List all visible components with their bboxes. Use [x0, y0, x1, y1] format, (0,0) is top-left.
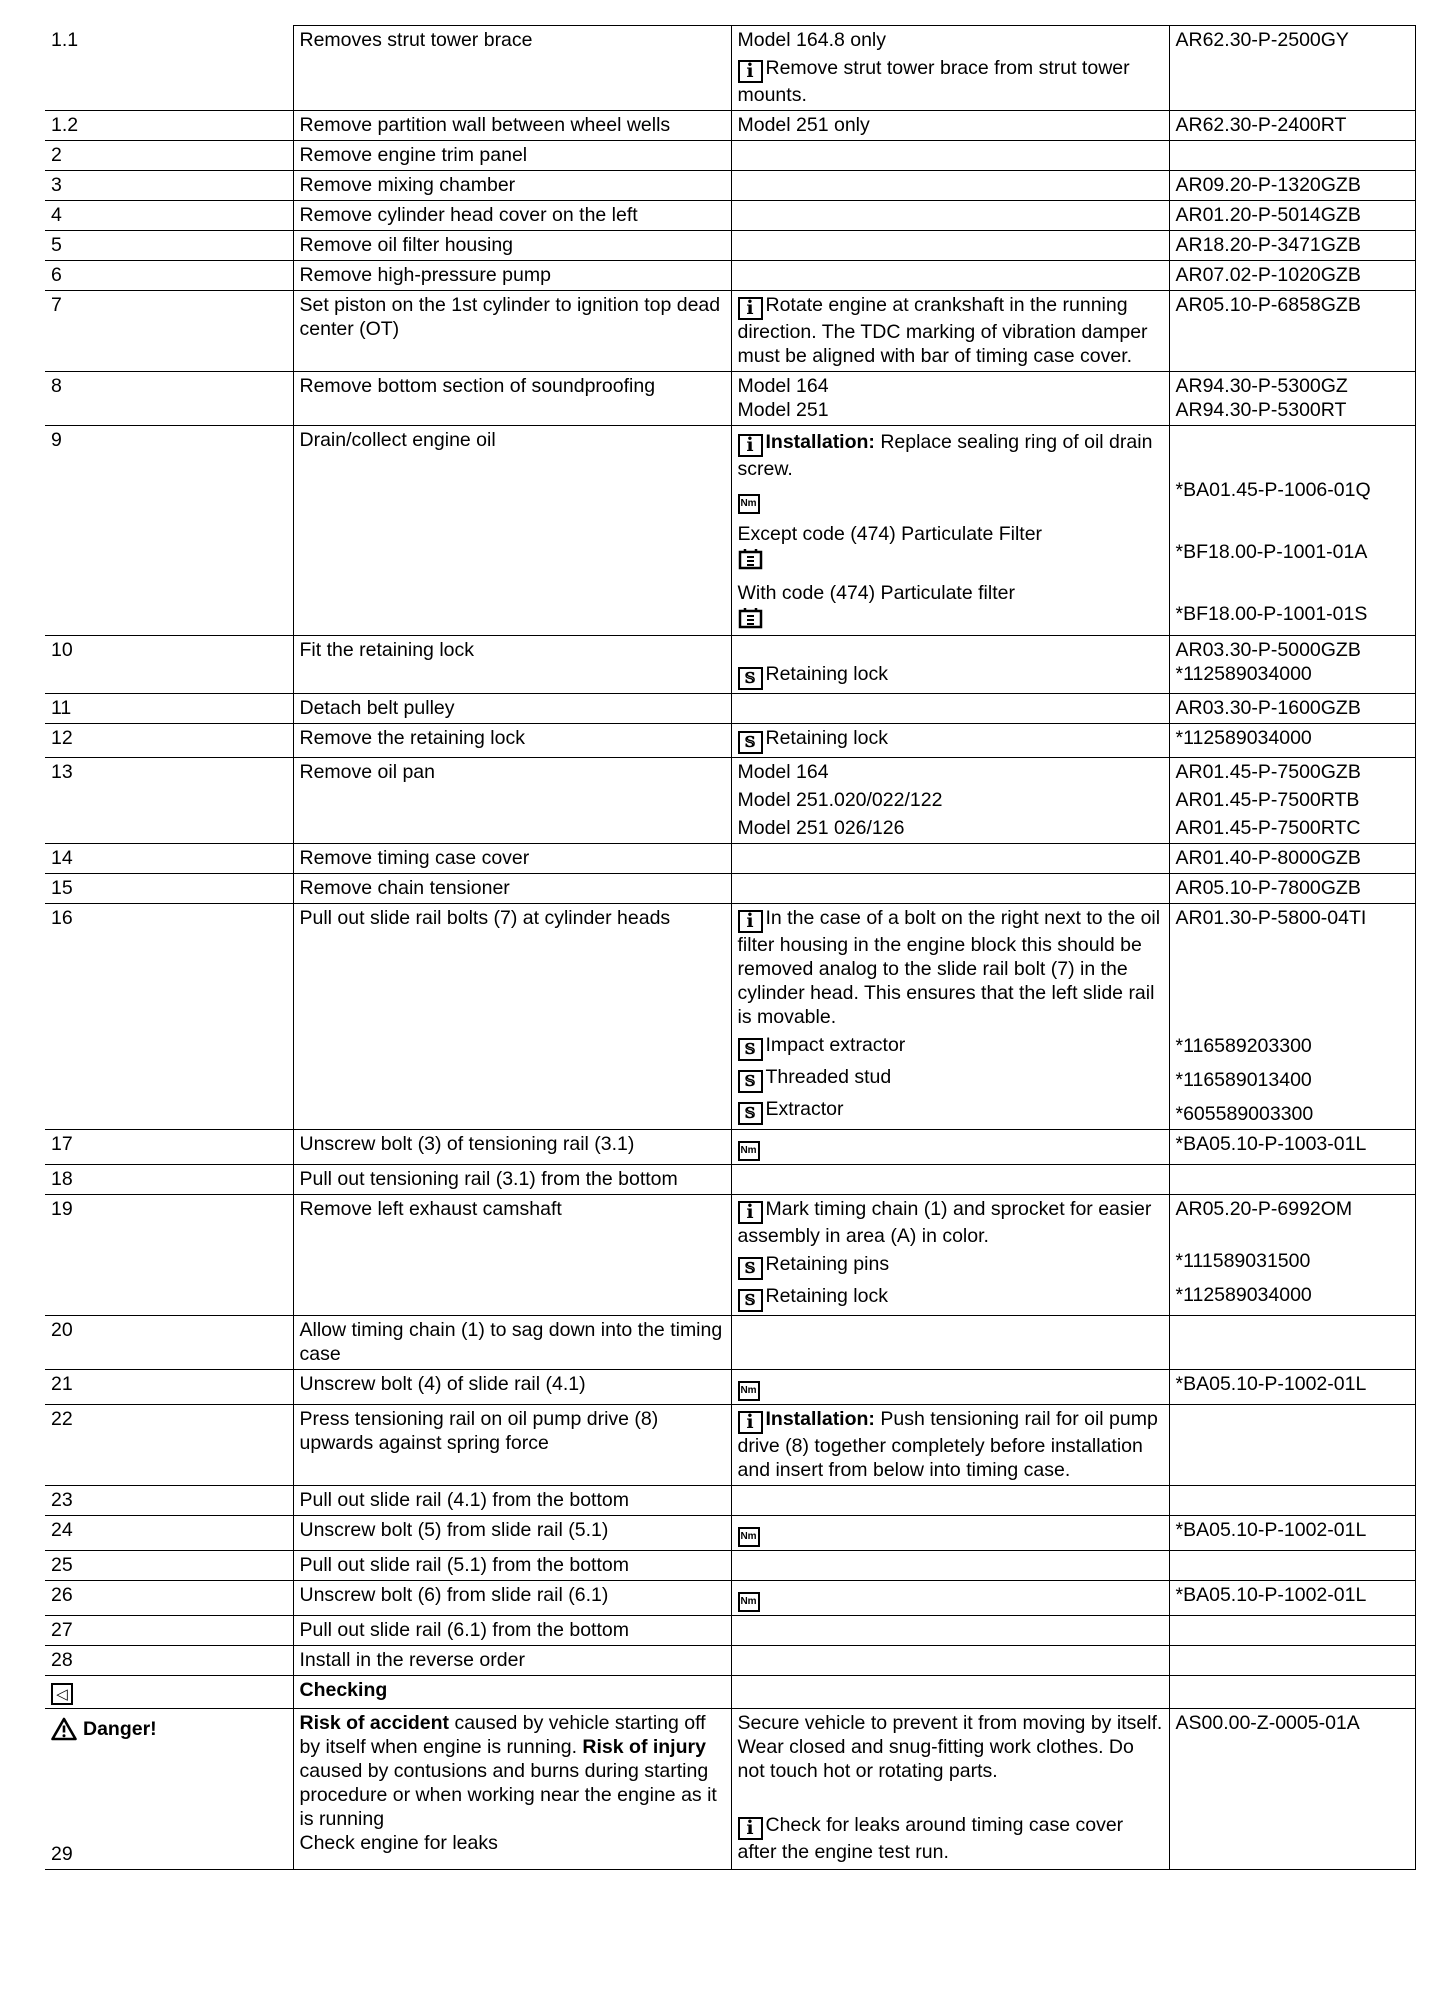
torque-icon: Nm	[738, 1592, 760, 1612]
installation-label: Installation:	[765, 1408, 875, 1430]
note-text: Model 251 026/126	[737, 817, 905, 839]
notes-cell	[731, 1676, 1169, 1709]
special-tool-icon: 𝕊	[738, 1102, 763, 1125]
reference-link[interactable]: *605589003300	[1175, 1103, 1314, 1125]
table-row	[45, 1551, 1415, 1581]
notes-cell	[731, 171, 1169, 201]
operation-text: Remove mixing chamber	[293, 171, 731, 201]
notes-cell	[731, 904, 1169, 1130]
notes-cell	[731, 844, 1169, 874]
step-number: 9	[45, 426, 293, 636]
step-number: 26	[45, 1581, 293, 1616]
note-text: With code (474) Particulate filter	[737, 582, 1015, 604]
note-text: Model 164	[737, 375, 829, 397]
note-text: Mark timing chain (1) and sprocket for easier assembly in area (A) in color.	[737, 1198, 1152, 1247]
special-tool-icon: 𝕊	[738, 1257, 763, 1280]
info-icon: i	[738, 1411, 763, 1434]
step-number: 22	[45, 1405, 293, 1486]
table-row	[45, 874, 1415, 904]
operation-text: Remove cylinder head cover on the left	[293, 201, 731, 231]
reference-link[interactable]: *BF18.00-P-1001-01S	[1175, 603, 1368, 625]
step-number: 17	[45, 1130, 293, 1165]
table-row	[45, 426, 1415, 636]
reference-cell	[1169, 1486, 1415, 1516]
table-row	[45, 1195, 1415, 1316]
step-number: 12	[45, 724, 293, 758]
table-row	[45, 141, 1415, 171]
reference-link[interactable]: *112589034000	[1175, 663, 1312, 685]
info-icon: i	[738, 60, 763, 83]
reference-cell	[1169, 1370, 1415, 1405]
oil-capacity-icon	[738, 607, 763, 629]
operation-text: Allow timing chain (1) to sag down into the timing case	[293, 1316, 731, 1370]
table-row	[45, 1581, 1415, 1616]
operation-text: Install in the reverse order	[293, 1646, 731, 1676]
notes-cell	[731, 874, 1169, 904]
special-tool-icon: 𝕊	[738, 1289, 763, 1312]
step-number: 8	[45, 372, 293, 426]
reference-cell	[1169, 1195, 1415, 1316]
reference-link[interactable]: *111589031500	[1175, 1250, 1311, 1272]
notes-cell	[731, 758, 1169, 844]
step-number: 2	[45, 141, 293, 171]
table-row	[45, 372, 1415, 426]
reference-cell	[1169, 758, 1415, 844]
reference-cell	[1169, 844, 1415, 874]
reference-link[interactable]: *BA05.10-P-1002-01L	[1175, 1373, 1367, 1395]
notes-cell	[731, 426, 1169, 636]
table-row	[45, 1616, 1415, 1646]
risk-accident-text: caused by vehicle starting off by itself when engine is running.	[299, 1712, 706, 1758]
oil-capacity-icon	[738, 548, 763, 570]
section-heading: Checking	[293, 1676, 731, 1709]
reference-cell	[1169, 1581, 1415, 1616]
table-row	[45, 201, 1415, 231]
notes-cell	[731, 1165, 1169, 1195]
table-row	[45, 1516, 1415, 1551]
notes-cell	[731, 1370, 1169, 1405]
notes-cell	[731, 694, 1169, 724]
table-row	[45, 261, 1415, 291]
reference-cell	[1169, 1616, 1415, 1646]
reference-link[interactable]: AR01.30-P-5800-04TI	[1175, 907, 1367, 929]
operation-text: Unscrew bolt (4) of slide rail (4.1)	[293, 1370, 731, 1405]
notes-cell	[731, 1195, 1169, 1316]
reference-cell	[1169, 201, 1415, 231]
notes-cell	[731, 1405, 1169, 1486]
reference-cell	[1169, 636, 1415, 694]
procedure-sheet	[45, 25, 1415, 1870]
reference-cell	[1169, 111, 1415, 141]
note-text: Retaining pins	[765, 1253, 890, 1275]
info-icon: i	[738, 434, 763, 457]
step-number: 5	[45, 231, 293, 261]
table-row	[45, 904, 1415, 1130]
note-text: Retaining lock	[765, 727, 888, 749]
note-text: Push tensioning rail for oil pump drive (8) together completely before installation and insert from below into timing case.	[737, 1408, 1158, 1481]
reference-link[interactable]: *BA05.10-P-1002-01L	[1175, 1519, 1367, 1541]
operation-text: Check engine for leaks	[299, 1832, 498, 1854]
note-text: Secure vehicle to prevent it from moving by itself.	[737, 1712, 1163, 1734]
notes-cell	[731, 1486, 1169, 1516]
operation-text: Unscrew bolt (5) from slide rail (5.1)	[293, 1516, 731, 1551]
torque-icon: Nm	[738, 494, 760, 514]
notes-cell	[731, 26, 1169, 111]
step-number: 27	[45, 1616, 293, 1646]
operation-text: Unscrew bolt (3) of tensioning rail (3.1)	[293, 1130, 731, 1165]
note-text: Model 251.020/022/122	[737, 789, 943, 811]
step-number: 20	[45, 1316, 293, 1370]
table-row	[45, 171, 1415, 201]
checking-icon: ◁	[51, 1683, 73, 1705]
operation-text: Set piston on the 1st cylinder to ignition top dead center (OT)	[293, 291, 731, 372]
table-row	[45, 111, 1415, 141]
step-number: 11	[45, 694, 293, 724]
warning-icon	[51, 1717, 77, 1741]
operation-text: Remove oil pan	[293, 758, 731, 844]
step-number: 1.1	[45, 26, 293, 111]
table-row	[45, 724, 1415, 758]
reference-link[interactable]: AR05.20-P-6992OM	[1175, 1198, 1353, 1220]
reference-cell	[1169, 372, 1415, 426]
note-text: In the case of a bolt on the right next to the oil filter housing in the engine block this should be removed analog to the slide rail bolt (7) in the cylinder head. This ensures that the left slide rail is movable.	[737, 907, 1161, 1028]
operation-text: Remove chain tensioner	[293, 874, 731, 904]
reference-link[interactable]: AR62.30-P-2400RT	[1175, 114, 1347, 136]
step-number: 25	[45, 1551, 293, 1581]
torque-icon: Nm	[738, 1381, 760, 1401]
reference-cell	[1169, 291, 1415, 372]
step-number: 29	[51, 1843, 73, 1865]
reference-link[interactable]: AS00.00-Z-0005-01A	[1175, 1712, 1360, 1734]
operation-text: Remove partition wall between wheel wells	[293, 111, 731, 141]
notes-cell	[731, 231, 1169, 261]
note-text: Model 164.8 only	[737, 29, 887, 51]
operation-text: Unscrew bolt (6) from slide rail (6.1)	[293, 1581, 731, 1616]
operation-text: Remove oil filter housing	[293, 231, 731, 261]
note-text: Replace sealing ring of oil drain screw.	[737, 431, 1153, 480]
note-text: Wear closed and snug-fitting work clothes. Do not touch hot or rotating parts.	[737, 1736, 1134, 1782]
danger-label	[51, 1717, 288, 1741]
note-text: Retaining lock	[765, 1285, 888, 1307]
reference-cell	[1169, 1516, 1415, 1551]
reference-link[interactable]: AR94.30-P-5300GZ	[1175, 375, 1348, 397]
reference-link[interactable]: *112589034000	[1175, 1284, 1312, 1306]
notes-cell	[731, 372, 1169, 426]
table-row	[45, 1405, 1415, 1486]
operation-text: Remove engine trim panel	[293, 141, 731, 171]
reference-cell	[1169, 1676, 1415, 1709]
reference-cell	[1169, 1316, 1415, 1370]
procedure-table	[45, 25, 1416, 1870]
special-tool-icon: 𝕊	[738, 731, 763, 754]
reference-cell	[1169, 904, 1415, 1130]
table-row	[45, 758, 1415, 844]
reference-link[interactable]: *BF18.00-P-1001-01A	[1175, 541, 1368, 563]
reference-cell	[1169, 26, 1415, 111]
note-text: Rotate engine at crankshaft in the running direction. The TDC marking of vibration damper must be aligned with bar of timing case cover.	[737, 294, 1148, 367]
notes-cell	[731, 1516, 1169, 1551]
reference-link[interactable]: *BA05.10-P-1002-01L	[1175, 1584, 1367, 1606]
special-tool-icon: 𝕊	[738, 667, 763, 690]
step-number: 23	[45, 1486, 293, 1516]
operation-text: Press tensioning rail on oil pump drive (8) upwards against spring force	[293, 1405, 731, 1486]
note-text: Model 251	[737, 399, 829, 421]
reference-cell	[1169, 724, 1415, 758]
table-row	[45, 844, 1415, 874]
reference-link[interactable]: AR01.45-P-7500RTC	[1175, 817, 1361, 839]
notes-cell	[731, 1646, 1169, 1676]
note-text: Retaining lock	[765, 663, 888, 685]
operation-text: Pull out tensioning rail (3.1) from the bottom	[293, 1165, 731, 1195]
reference-cell	[1169, 1709, 1415, 1870]
reference-link[interactable]: AR01.20-P-5014GZB	[1175, 204, 1361, 226]
operation-text	[293, 1709, 731, 1870]
table-row	[45, 1709, 1415, 1870]
torque-icon: Nm	[738, 1527, 760, 1547]
table-row	[45, 636, 1415, 694]
notes-cell	[731, 261, 1169, 291]
table-row	[45, 1165, 1415, 1195]
risk-injury-label: Risk of injury	[582, 1736, 706, 1758]
reference-link[interactable]: *112589034000	[1175, 727, 1312, 749]
step-number: 14	[45, 844, 293, 874]
reference-link[interactable]: AR94.30-P-5300RT	[1175, 399, 1347, 421]
info-icon: i	[738, 910, 763, 933]
reference-cell	[1169, 874, 1415, 904]
reference-link[interactable]: AR03.30-P-5000GZB	[1175, 639, 1361, 661]
operation-text: Remove bottom section of soundproofing	[293, 372, 731, 426]
reference-link[interactable]: AR07.02-P-1020GZB	[1175, 264, 1361, 286]
info-icon: i	[738, 1201, 763, 1224]
reference-cell	[1169, 141, 1415, 171]
danger-text: Danger!	[83, 1718, 157, 1740]
note-text: Model 251 only	[731, 111, 1169, 141]
table-row	[45, 291, 1415, 372]
reference-link[interactable]: AR05.10-P-7800GZB	[1175, 877, 1361, 899]
step-number: 15	[45, 874, 293, 904]
table-row	[45, 1486, 1415, 1516]
special-tool-icon: 𝕊	[738, 1038, 763, 1061]
reference-link[interactable]: AR05.10-P-6858GZB	[1175, 294, 1361, 316]
info-icon: i	[738, 297, 763, 320]
table-row	[45, 1646, 1415, 1676]
operation-text: Remove timing case cover	[293, 844, 731, 874]
table-row	[45, 26, 1415, 111]
reference-cell	[1169, 1405, 1415, 1486]
operation-text: Remove left exhaust camshaft	[293, 1195, 731, 1316]
danger-cell	[45, 1709, 293, 1870]
notes-cell	[731, 1551, 1169, 1581]
step-number: 16	[45, 904, 293, 1130]
note-text: Threaded stud	[765, 1066, 892, 1088]
operation-text: Pull out slide rail (6.1) from the bottom	[293, 1616, 731, 1646]
checking-icon-cell	[45, 1676, 293, 1709]
note-text: Except code (474) Particulate Filter	[737, 523, 1043, 545]
notes-cell	[731, 1130, 1169, 1165]
reference-link[interactable]: *116589203300	[1175, 1035, 1312, 1057]
notes-cell	[731, 291, 1169, 372]
operation-text: Fit the retaining lock	[293, 636, 731, 694]
operation-text: Drain/collect engine oil	[293, 426, 731, 636]
operation-text: Remove high-pressure pump	[293, 261, 731, 291]
reference-link[interactable]: *BA01.45-P-1006-01Q	[1175, 479, 1371, 501]
reference-link[interactable]: AR01.45-P-7500GZB	[1175, 761, 1361, 783]
table-row	[45, 231, 1415, 261]
special-tool-icon: 𝕊	[738, 1070, 763, 1093]
reference-link[interactable]: AR01.45-P-7500RTB	[1175, 789, 1360, 811]
table-row	[45, 1130, 1415, 1165]
table-row	[45, 1676, 1415, 1709]
info-icon: i	[738, 1817, 763, 1840]
step-number: 1.2	[45, 111, 293, 141]
note-text: Model 164	[737, 761, 829, 783]
installation-label: Installation:	[765, 431, 875, 453]
step-number: 3	[45, 171, 293, 201]
operation-text: Pull out slide rail (5.1) from the bottom	[293, 1551, 731, 1581]
operation-text: Pull out slide rail (4.1) from the bottom	[293, 1486, 731, 1516]
note-text: Remove strut tower brace from strut tower mounts.	[737, 57, 1130, 106]
note-text: Extractor	[765, 1098, 844, 1120]
reference-link[interactable]: AR01.40-P-8000GZB	[1175, 847, 1361, 869]
reference-link[interactable]: AR18.20-P-3471GZB	[1175, 234, 1361, 256]
reference-cell	[1169, 1646, 1415, 1676]
step-number: 6	[45, 261, 293, 291]
notes-cell	[731, 141, 1169, 171]
operation-text: Removes strut tower brace	[293, 26, 731, 111]
step-number: 28	[45, 1646, 293, 1676]
note-text: Check for leaks around timing case cover after the engine test run.	[737, 1814, 1124, 1863]
reference-cell	[1169, 694, 1415, 724]
reference-link[interactable]: *BA05.10-P-1003-01L	[1175, 1133, 1367, 1155]
operation-text: Remove the retaining lock	[293, 724, 731, 758]
table-row	[45, 1370, 1415, 1405]
notes-cell	[731, 636, 1169, 694]
step-number: 7	[45, 291, 293, 372]
notes-cell	[731, 1616, 1169, 1646]
step-number: 19	[45, 1195, 293, 1316]
notes-cell	[731, 724, 1169, 758]
notes-cell	[731, 1581, 1169, 1616]
risk-accident-label: Risk of accident	[299, 1712, 450, 1734]
reference-cell	[1169, 1130, 1415, 1165]
step-number: 4	[45, 201, 293, 231]
reference-cell	[1169, 171, 1415, 201]
table-row	[45, 1316, 1415, 1370]
notes-cell	[731, 1316, 1169, 1370]
reference-link[interactable]: AR09.20-P-1320GZB	[1175, 174, 1361, 196]
notes-cell	[731, 1709, 1169, 1870]
reference-link[interactable]: *116589013400	[1175, 1069, 1312, 1091]
step-number: 24	[45, 1516, 293, 1551]
reference-cell	[1169, 261, 1415, 291]
note-text: Impact extractor	[765, 1034, 906, 1056]
risk-injury-text: caused by contusions and burns during starting procedure or when working near the engine as it is running	[299, 1760, 717, 1830]
step-number: 21	[45, 1370, 293, 1405]
reference-cell	[1169, 426, 1415, 636]
step-number: 13	[45, 758, 293, 844]
reference-cell	[1169, 1551, 1415, 1581]
torque-icon: Nm	[738, 1141, 760, 1161]
operation-text: Pull out slide rail bolts (7) at cylinder heads	[293, 904, 731, 1130]
step-number: 18	[45, 1165, 293, 1195]
operation-text: Detach belt pulley	[293, 694, 731, 724]
reference-link[interactable]: AR03.30-P-1600GZB	[1175, 697, 1361, 719]
step-number: 10	[45, 636, 293, 694]
reference-link[interactable]: AR62.30-P-2500GY	[1175, 29, 1349, 51]
table-row	[45, 694, 1415, 724]
reference-cell	[1169, 231, 1415, 261]
notes-cell	[731, 201, 1169, 231]
reference-cell	[1169, 1165, 1415, 1195]
